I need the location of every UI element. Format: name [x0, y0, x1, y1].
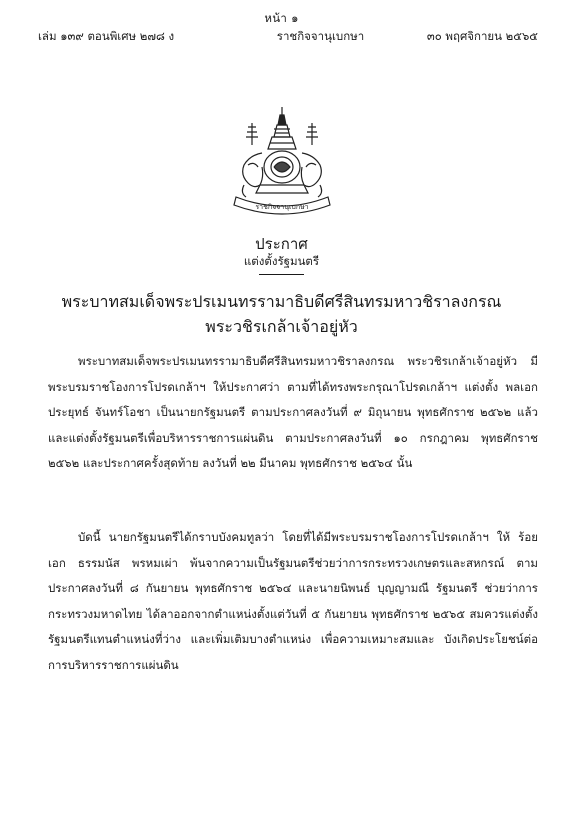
- volume-info: เล่ม ๑๓๙ ตอนพิเศษ ๒๗๘ ง: [38, 29, 175, 43]
- announcement-title: ประกาศ: [255, 235, 308, 253]
- publication-date: ๓๐ พฤศจิกายน ๒๕๖๕: [426, 29, 538, 43]
- royal-name-line-1: พระบาทสมเด็จพระปรเมนทรรามาธิบดีศรีสินทรมหาวชิราลงกรณ: [61, 292, 502, 311]
- royal-name-line-2: พระวชิรเกล้าเจ้าอยู่หัว: [205, 317, 358, 336]
- royal-garuda-crest-icon: [214, 105, 350, 223]
- publication-name: ราชกิจจานุเบกษา: [276, 29, 365, 43]
- crest-ribbon-text: ราชกิจจานุเบกษา: [255, 203, 309, 211]
- page-number: หน้า ๑: [264, 11, 299, 25]
- paragraph-text: บัดนี้ นายกรัฐมนตรีได้กราบบังคมทูลว่า โดยที่ได้มีพระบรมราชโองการโปรดเกล้าฯ ให้ ร้อยเอก ธรรมนัส พรหมเผ่า พ้นจากความเป็นรัฐมนตรีช่วยว่าการกระทรวงเกษตรและสหกรณ์ ตามประกาศลงวันที่ ๘ กันยายน พุทธศักราช ๒๕๖๔ และนายนิพนธ์ บุญญามณี รัฐมนตรี ช่วยว่าการกระทรวงมหาดไทย ได้ลาออกจากตำแหน่งตั้งแต่วันที่ ๕ กันยายน พุทธศักราช ๒๕๖๕ สมควรแต่งตั้งรัฐมนตรีแทนตำแหน่งที่ว่าง และเพิ่มเติมบางตำแหน่ง เพื่อความเหมาะสมและ บังเกิดประโยชน์ต่อการบริหารราชการแผ่นดิน: [48, 530, 538, 672]
- royal-name-heading: [0, 289, 563, 339]
- body-paragraph-1: [48, 349, 538, 477]
- title-divider: [259, 274, 304, 275]
- paragraph-text: พระบาทสมเด็จพระปรเมนทรรามาธิบดีศรีสินทรมหาวชิราลงกรณ พระวชิรเกล้าเจ้าอยู่หัว มีพระบรมราชโองการโปรดเกล้าฯ ให้ประกาศว่า ตามที่ได้ทรงพระกรุณาโปรดเกล้าฯ แต่งตั้ง พลเอก ประยุทธ์ จันทร์โอชา เป็นนายกรัฐมนตรี ตามประกาศลงวันที่ ๙ มิถุนายน พุทธศักราช ๒๕๖๒ แล้ว และแต่งตั้งรัฐมนตรีเพื่อบริหารราชการแผ่นดิน ตามประกาศลงวันที่ ๑๐ กรกฎาคม พุทธศักราช ๒๕๖๒ และประกาศครั้งสุดท้าย ลงวันที่ ๒๒ มีนาคม พุทธศักราช ๒๕๖๔ นั้น: [48, 354, 538, 470]
- announcement-subtitle: แต่งตั้งรัฐมนตรี: [243, 254, 320, 268]
- gazette-header: [38, 28, 538, 46]
- body-paragraph-2: [48, 525, 538, 678]
